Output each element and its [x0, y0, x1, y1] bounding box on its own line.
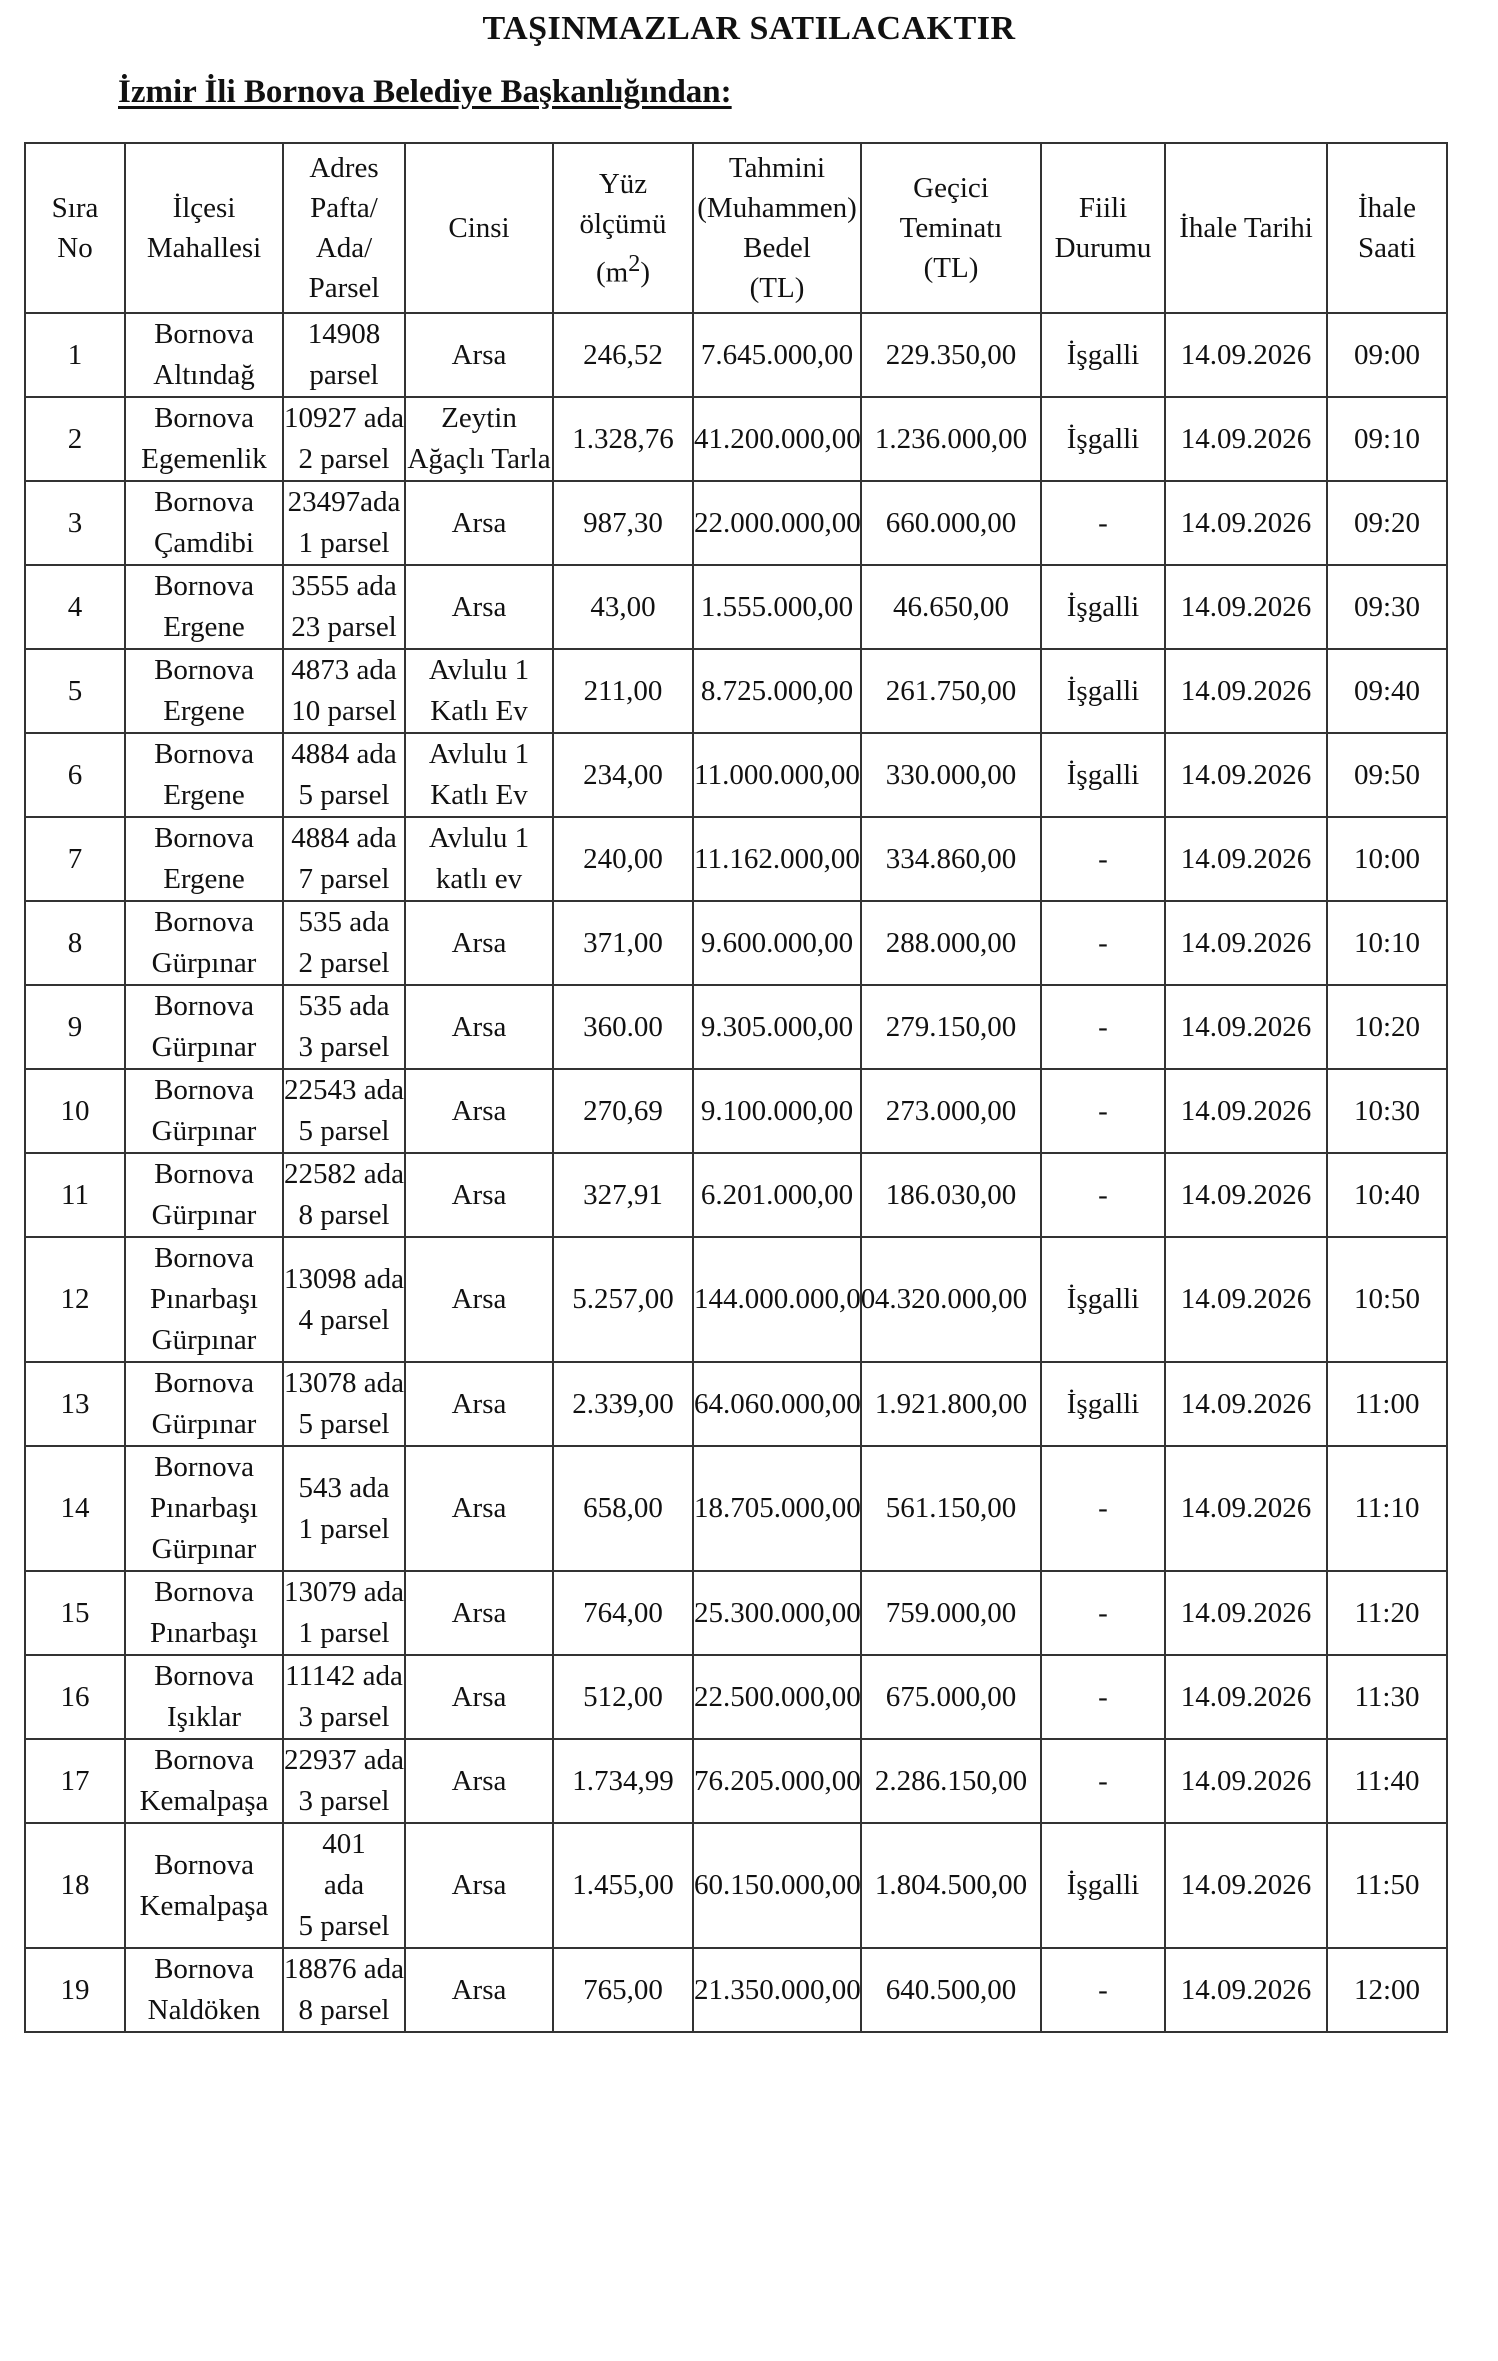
cell-mahalle: Bornova Işıklar — [125, 1655, 283, 1739]
cell-mahalle: Bornova Ergene — [125, 817, 283, 901]
cell-cinsi: Arsa — [405, 481, 553, 565]
cell-mahalle: Bornova Gürpınar — [125, 1153, 283, 1237]
page-subtitle: İzmir İli Bornova Belediye Başkanlığından: — [118, 74, 732, 110]
cell-bedel: 41.200.000,00 — [693, 397, 861, 481]
cell-adres: 401 ada 5 parsel — [283, 1823, 405, 1948]
table-row — [25, 1446, 1447, 1571]
cell-cinsi: Avlulu 1 Katlı Ev — [405, 733, 553, 817]
cell-no: 5 — [25, 649, 125, 733]
cell-cinsi: Arsa — [405, 1823, 553, 1948]
cell-mahalle: Bornova Ergene — [125, 733, 283, 817]
cell-bedel: 21.350.000,00 — [693, 1948, 861, 2032]
cell-cinsi: Arsa — [405, 1655, 553, 1739]
cell-adres: 23497ada 1 parsel — [283, 481, 405, 565]
cell-tarih: 14.09.2026 — [1165, 1446, 1327, 1571]
table-row — [25, 649, 1447, 733]
table-row — [25, 313, 1447, 397]
cell-no: 1 — [25, 313, 125, 397]
cell-durum: - — [1041, 1655, 1165, 1739]
cell-durum: İşgalli — [1041, 1237, 1165, 1362]
header-bedel: Tahmini (Muhammen) Bedel (TL) — [693, 143, 861, 313]
cell-durum: - — [1041, 1069, 1165, 1153]
header-saat: İhale Saati — [1327, 143, 1447, 313]
cell-durum: - — [1041, 1948, 1165, 2032]
cell-bedel: 6.201.000,00 — [693, 1153, 861, 1237]
cell-mahalle: Bornova Gürpınar — [125, 1069, 283, 1153]
cell-cinsi: Arsa — [405, 1237, 553, 1362]
cell-yuzolcumu: 2.339,00 — [553, 1362, 693, 1446]
cell-tarih: 14.09.2026 — [1165, 985, 1327, 1069]
cell-yuzolcumu: 327,91 — [553, 1153, 693, 1237]
cell-adres: 22582 ada 8 parsel — [283, 1153, 405, 1237]
table-row — [25, 397, 1447, 481]
cell-no: 12 — [25, 1237, 125, 1362]
cell-durum: İşgalli — [1041, 733, 1165, 817]
cell-saat: 11:30 — [1327, 1655, 1447, 1739]
cell-tarih: 14.09.2026 — [1165, 1823, 1327, 1948]
cell-tarih: 14.09.2026 — [1165, 1655, 1327, 1739]
cell-durum: - — [1041, 1153, 1165, 1237]
cell-durum: İşgalli — [1041, 649, 1165, 733]
cell-saat: 10:20 — [1327, 985, 1447, 1069]
cell-yuzolcumu: 371,00 — [553, 901, 693, 985]
table-row — [25, 733, 1447, 817]
cell-adres: 13078 ada 5 parsel — [283, 1362, 405, 1446]
cell-adres: 10927 ada 2 parsel — [283, 397, 405, 481]
cell-bedel: 25.300.000,00 — [693, 1571, 861, 1655]
table-row — [25, 1823, 1447, 1948]
cell-adres: 535 ada 3 parsel — [283, 985, 405, 1069]
cell-teminat: 759.000,00 — [861, 1571, 1041, 1655]
cell-cinsi: Arsa — [405, 1739, 553, 1823]
cell-saat: 11:50 — [1327, 1823, 1447, 1948]
cell-yuzolcumu: 658,00 — [553, 1446, 693, 1571]
cell-yuzolcumu: 1.734,99 — [553, 1739, 693, 1823]
cell-saat: 10:10 — [1327, 901, 1447, 985]
table-row — [25, 817, 1447, 901]
cell-bedel: 60.150.000,00 — [693, 1823, 861, 1948]
cell-tarih: 14.09.2026 — [1165, 901, 1327, 985]
cell-saat: 11:00 — [1327, 1362, 1447, 1446]
cell-teminat: 279.150,00 — [861, 985, 1041, 1069]
cell-mahalle: Bornova Pınarbaşı Gürpınar — [125, 1237, 283, 1362]
page-title: TAŞINMAZLAR SATILACAKTIR — [482, 10, 1016, 47]
cell-teminat: 561.150,00 — [861, 1446, 1041, 1571]
cell-tarih: 14.09.2026 — [1165, 1153, 1327, 1237]
cell-no: 16 — [25, 1655, 125, 1739]
cell-bedel: 76.205.000,00 — [693, 1739, 861, 1823]
cell-saat: 11:20 — [1327, 1571, 1447, 1655]
cell-saat: 09:20 — [1327, 481, 1447, 565]
cell-no: 10 — [25, 1069, 125, 1153]
cell-bedel: 1.555.000,00 — [693, 565, 861, 649]
table-row — [25, 1237, 1447, 1362]
cell-cinsi: Arsa — [405, 1069, 553, 1153]
cell-cinsi: Arsa — [405, 1153, 553, 1237]
cell-adres: 14908 parsel — [283, 313, 405, 397]
cell-durum: İşgalli — [1041, 1823, 1165, 1948]
cell-mahalle: Bornova Çamdibi — [125, 481, 283, 565]
cell-bedel: 22.000.000,00 — [693, 481, 861, 565]
cell-teminat: 640.500,00 — [861, 1948, 1041, 2032]
table-row — [25, 1571, 1447, 1655]
cell-cinsi: Avlulu 1 katlı ev — [405, 817, 553, 901]
header-adres: Adres Pafta/ Ada/ Parsel — [283, 143, 405, 313]
cell-teminat: 46.650,00 — [861, 565, 1041, 649]
cell-saat: 10:30 — [1327, 1069, 1447, 1153]
cell-saat: 10:50 — [1327, 1237, 1447, 1362]
cell-no: 14 — [25, 1446, 125, 1571]
cell-no: 6 — [25, 733, 125, 817]
cell-bedel: 22.500.000,00 — [693, 1655, 861, 1739]
cell-mahalle: Bornova Egemenlik — [125, 397, 283, 481]
cell-cinsi: Arsa — [405, 985, 553, 1069]
cell-bedel: 11.162.000,00 — [693, 817, 861, 901]
cell-teminat: 675.000,00 — [861, 1655, 1041, 1739]
cell-saat: 09:50 — [1327, 733, 1447, 817]
cell-tarih: 14.09.2026 — [1165, 1739, 1327, 1823]
cell-tarih: 14.09.2026 — [1165, 481, 1327, 565]
cell-durum: - — [1041, 1571, 1165, 1655]
cell-adres: 13098 ada 4 parsel — [283, 1237, 405, 1362]
cell-no: 13 — [25, 1362, 125, 1446]
cell-durum: - — [1041, 481, 1165, 565]
cell-yuzolcumu: 764,00 — [553, 1571, 693, 1655]
cell-cinsi: Arsa — [405, 1362, 553, 1446]
cell-adres: 11142 ada 3 parsel — [283, 1655, 405, 1739]
cell-teminat: 186.030,00 — [861, 1153, 1041, 1237]
cell-saat: 09:10 — [1327, 397, 1447, 481]
cell-bedel: 18.705.000,00 — [693, 1446, 861, 1571]
cell-no: 19 — [25, 1948, 125, 2032]
cell-tarih: 14.09.2026 — [1165, 817, 1327, 901]
cell-yuzolcumu: 270,69 — [553, 1069, 693, 1153]
cell-tarih: 14.09.2026 — [1165, 1571, 1327, 1655]
cell-yuzolcumu: 1.328,76 — [553, 397, 693, 481]
cell-adres: 543 ada 1 parsel — [283, 1446, 405, 1571]
cell-teminat: 288.000,00 — [861, 901, 1041, 985]
cell-mahalle: Bornova Ergene — [125, 565, 283, 649]
cell-teminat: 334.860,00 — [861, 817, 1041, 901]
cell-cinsi: Arsa — [405, 1571, 553, 1655]
cell-teminat: 1.804.500,00 — [861, 1823, 1041, 1948]
cell-no: 18 — [25, 1823, 125, 1948]
cell-teminat: 4.320.000,00 — [861, 1237, 1041, 1362]
cell-tarih: 14.09.2026 — [1165, 313, 1327, 397]
cell-bedel: 144.000.000,00 — [693, 1237, 861, 1362]
cell-saat: 12:00 — [1327, 1948, 1447, 2032]
cell-durum: - — [1041, 1446, 1165, 1571]
table-row — [25, 1655, 1447, 1739]
cell-adres: 22937 ada 3 parsel — [283, 1739, 405, 1823]
cell-no: 15 — [25, 1571, 125, 1655]
cell-teminat: 1.236.000,00 — [861, 397, 1041, 481]
header-row — [25, 143, 1447, 313]
cell-durum: İşgalli — [1041, 1362, 1165, 1446]
cell-bedel: 64.060.000,00 — [693, 1362, 861, 1446]
table-row — [25, 985, 1447, 1069]
cell-tarih: 14.09.2026 — [1165, 649, 1327, 733]
cell-yuzolcumu: 1.455,00 — [553, 1823, 693, 1948]
cell-saat: 11:10 — [1327, 1446, 1447, 1571]
cell-tarih: 14.09.2026 — [1165, 565, 1327, 649]
cell-no: 11 — [25, 1153, 125, 1237]
cell-bedel: 7.645.000,00 — [693, 313, 861, 397]
cell-cinsi: Arsa — [405, 1446, 553, 1571]
cell-tarih: 14.09.2026 — [1165, 1237, 1327, 1362]
cell-mahalle: Bornova Pınarbaşı — [125, 1571, 283, 1655]
cell-durum: İşgalli — [1041, 397, 1165, 481]
table-row — [25, 481, 1447, 565]
cell-no: 8 — [25, 901, 125, 985]
cell-teminat: 330.000,00 — [861, 733, 1041, 817]
cell-yuzolcumu: 240,00 — [553, 817, 693, 901]
header-teminat: Geçici Teminatı (TL) — [861, 143, 1041, 313]
cell-tarih: 14.09.2026 — [1165, 1069, 1327, 1153]
cell-tarih: 14.09.2026 — [1165, 397, 1327, 481]
table-row — [25, 1948, 1447, 2032]
cell-mahalle: Bornova Gürpınar — [125, 901, 283, 985]
cell-mahalle: Bornova Kemalpaşa — [125, 1739, 283, 1823]
header-tarih: İhale Tarihi — [1165, 143, 1327, 313]
cell-yuzolcumu: 246,52 — [553, 313, 693, 397]
cell-bedel: 9.600.000,00 — [693, 901, 861, 985]
cell-adres: 4873 ada 10 parsel — [283, 649, 405, 733]
cell-mahalle: Bornova Gürpınar — [125, 1362, 283, 1446]
cell-no: 2 — [25, 397, 125, 481]
property-table — [24, 142, 1448, 2033]
cell-durum: - — [1041, 985, 1165, 1069]
cell-tarih: 14.09.2026 — [1165, 733, 1327, 817]
cell-cinsi: Arsa — [405, 313, 553, 397]
header-yuzolcumu: Yüz ölçümü $(m^2)$ — [553, 143, 693, 313]
cell-bedel: 8.725.000,00 — [693, 649, 861, 733]
cell-tarih: 14.09.2026 — [1165, 1362, 1327, 1446]
cell-adres: 4884 ada 5 parsel — [283, 733, 405, 817]
cell-saat: 09:00 — [1327, 313, 1447, 397]
cell-yuzolcumu: 987,30 — [553, 481, 693, 565]
cell-adres: 18876 ada 8 parsel — [283, 1948, 405, 2032]
cell-yuzolcumu: 43,00 — [553, 565, 693, 649]
cell-teminat: 2.286.150,00 — [861, 1739, 1041, 1823]
cell-mahalle: Bornova Naldöken — [125, 1948, 283, 2032]
cell-adres: 4884 ada 7 parsel — [283, 817, 405, 901]
cell-yuzolcumu: 512,00 — [553, 1655, 693, 1739]
cell-durum: - — [1041, 901, 1165, 985]
table-row — [25, 565, 1447, 649]
cell-teminat: 261.750,00 — [861, 649, 1041, 733]
header-cinsi: Cinsi — [405, 143, 553, 313]
cell-bedel: 11.000.000,00 — [693, 733, 861, 817]
cell-teminat: 660.000,00 — [861, 481, 1041, 565]
cell-adres: 3555 ada 23 parsel — [283, 565, 405, 649]
cell-no: 4 — [25, 565, 125, 649]
cell-yuzolcumu: 5.257,00 — [553, 1237, 693, 1362]
cell-mahalle: Bornova Pınarbaşı Gürpınar — [125, 1446, 283, 1571]
header-ilce: İlçesi Mahallesi — [125, 143, 283, 313]
cell-cinsi: Arsa — [405, 1948, 553, 2032]
cell-no: 17 — [25, 1739, 125, 1823]
cell-bedel: 9.100.000,00 — [693, 1069, 861, 1153]
cell-durum: İşgalli — [1041, 313, 1165, 397]
cell-cinsi: Arsa — [405, 901, 553, 985]
header-fiili: Fiili Durumu — [1041, 143, 1165, 313]
cell-mahalle: Bornova Kemalpaşa — [125, 1823, 283, 1948]
cell-no: 3 — [25, 481, 125, 565]
cell-saat: 09:40 — [1327, 649, 1447, 733]
cell-adres: 13079 ada 1 parsel — [283, 1571, 405, 1655]
cell-mahalle: Bornova Gürpınar — [125, 985, 283, 1069]
cell-no: 9 — [25, 985, 125, 1069]
cell-tarih: 14.09.2026 — [1165, 1948, 1327, 2032]
table-row — [25, 901, 1447, 985]
cell-mahalle: Bornova Ergene — [125, 649, 283, 733]
cell-teminat: 273.000,00 — [861, 1069, 1041, 1153]
cell-yuzolcumu: 765,00 — [553, 1948, 693, 2032]
cell-adres: 22543 ada 5 parsel — [283, 1069, 405, 1153]
cell-saat: 09:30 — [1327, 565, 1447, 649]
table-row — [25, 1739, 1447, 1823]
cell-mahalle: Bornova Altındağ — [125, 313, 283, 397]
cell-teminat: 1.921.800,00 — [861, 1362, 1041, 1446]
cell-adres: 535 ada 2 parsel — [283, 901, 405, 985]
cell-durum: - — [1041, 1739, 1165, 1823]
cell-saat: 11:40 — [1327, 1739, 1447, 1823]
cell-durum: İşgalli — [1041, 565, 1165, 649]
cell-cinsi: Zeytin Ağaçlı Tarla — [405, 397, 553, 481]
cell-saat: 10:40 — [1327, 1153, 1447, 1237]
cell-saat: 10:00 — [1327, 817, 1447, 901]
cell-bedel: 9.305.000,00 — [693, 985, 861, 1069]
table-row — [25, 1362, 1447, 1446]
cell-cinsi: Avlulu 1 Katlı Ev — [405, 649, 553, 733]
cell-cinsi: Arsa — [405, 565, 553, 649]
cell-yuzolcumu: 360.00 — [553, 985, 693, 1069]
header-sira: Sıra No — [25, 143, 125, 313]
cell-yuzolcumu: 234,00 — [553, 733, 693, 817]
table-row — [25, 1069, 1447, 1153]
cell-yuzolcumu: 211,00 — [553, 649, 693, 733]
cell-durum: - — [1041, 817, 1165, 901]
cell-no: 7 — [25, 817, 125, 901]
cell-teminat: 229.350,00 — [861, 313, 1041, 397]
table-row — [25, 1153, 1447, 1237]
